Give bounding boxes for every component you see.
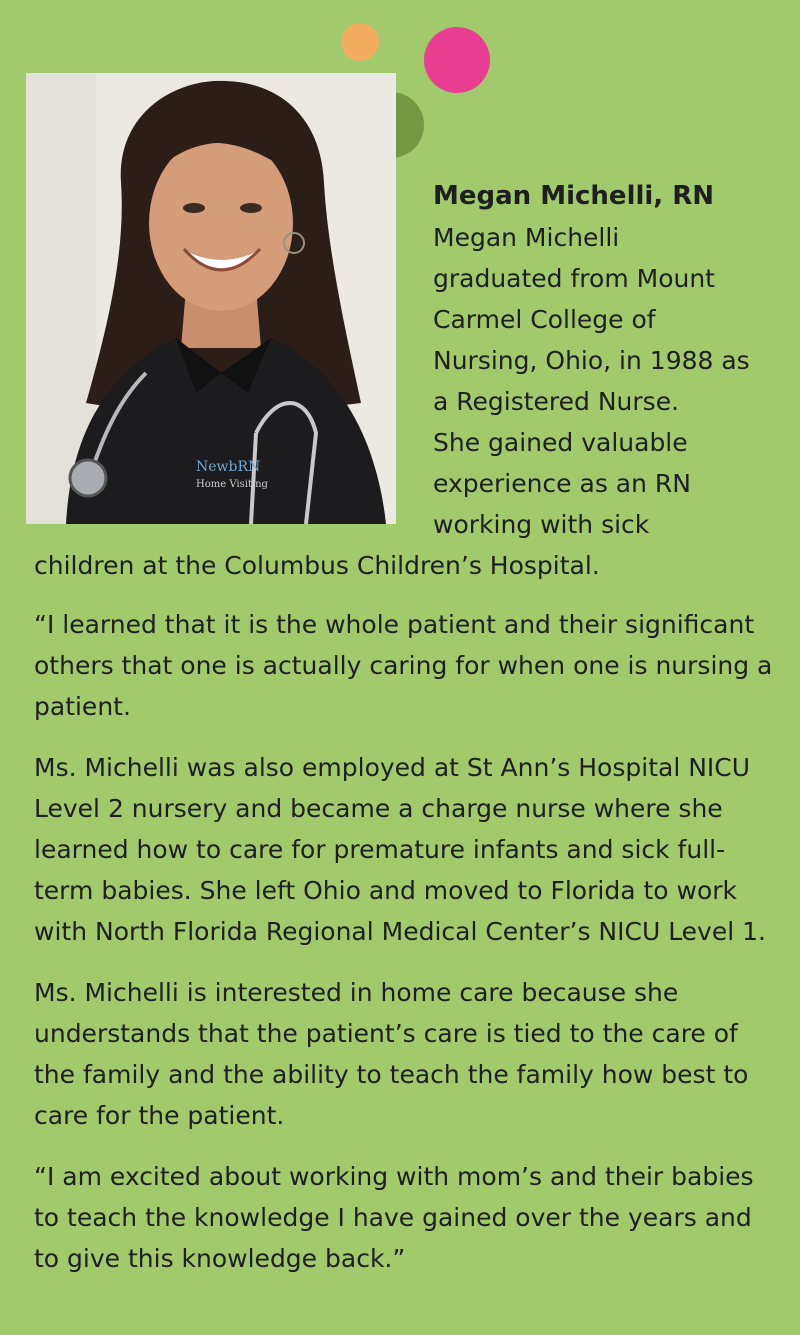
shirt-logo-line1: NewbRN <box>196 459 261 475</box>
home-care-paragraph: Ms. Michelli is interested in home care because she understands that the patient’s care is tied to the care of the family and the ability to teach the family how best to care for the patient. <box>34 978 749 1130</box>
decorative-orange-dot <box>341 23 379 61</box>
quote-paragraph: “I learned that it is the whole patient and their significant others that one is actually caring for when one is nursing a patient. <box>34 610 773 721</box>
intro-line: working with sick <box>433 510 650 539</box>
intro-line: Carmel College of <box>433 305 656 334</box>
shirt-logo-line2: Home Visiting <box>196 479 268 490</box>
intro-line: Nursing, Ohio, in 1988 as <box>433 346 750 375</box>
closing-quote-paragraph: “I am excited about working with mom’s and their babies to teach the knowledge I have gained over the years and to give this knowledge back.” <box>34 1162 754 1273</box>
intro-line: She gained valuable <box>433 428 688 457</box>
profile-name: Megan Michelli, RN <box>433 181 715 211</box>
intro-line: graduated from Mount <box>433 264 715 293</box>
bio-body <box>34 604 779 1299</box>
intro-block <box>433 176 795 545</box>
decorative-pink-dot <box>424 27 490 93</box>
intro-tail: children at the Columbus Children’s Hospital. <box>34 551 600 580</box>
intro-line: Megan Michelli <box>433 223 620 252</box>
intro-line: experience as an RN <box>433 469 691 498</box>
profile-photo <box>26 73 396 524</box>
employment-paragraph: Ms. Michelli was also employed at St Ann’s Hospital NICU Level 2 nursery and became a charge nurse where she learned how to care for premature infants and sick full-term babies. She left Ohio and moved to Florida to work with North Florida Regional Medical Center’s NICU Level 1. <box>34 753 766 946</box>
intro-line: a Registered Nurse. <box>433 387 680 416</box>
